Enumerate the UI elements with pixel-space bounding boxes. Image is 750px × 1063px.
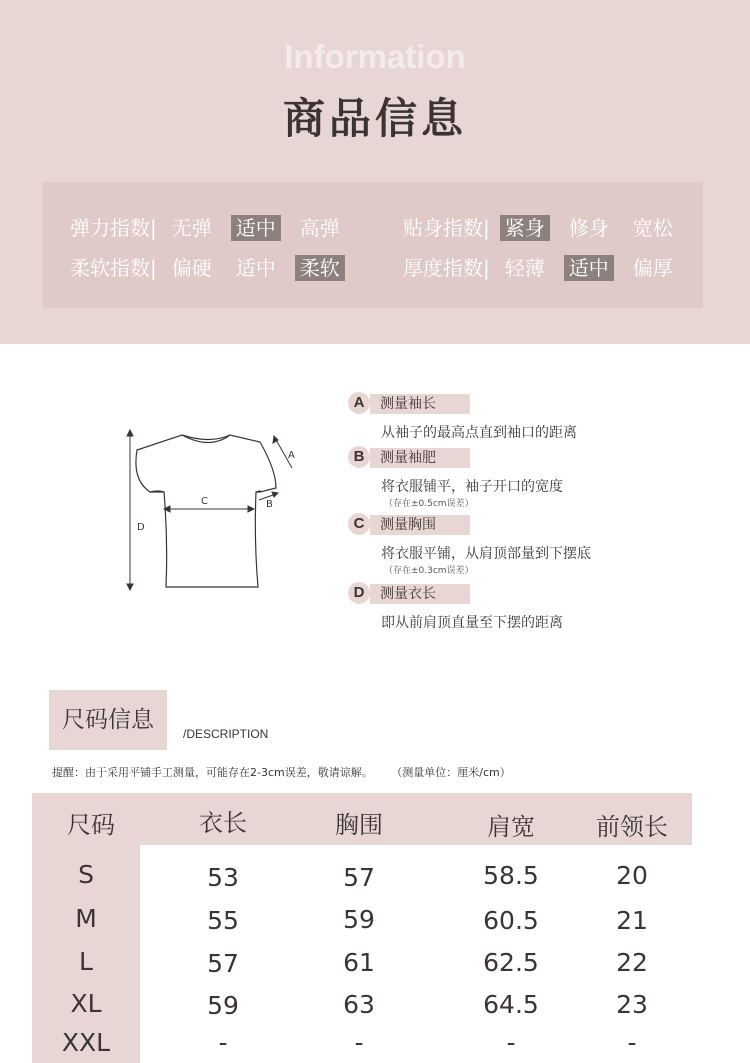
- table-row-label: XXL: [61, 1028, 111, 1057]
- legend-desc: 将衣服铺平，袖子开口的宽度: [381, 479, 563, 495]
- legend-desc: 从袖子的最高点直到袖口的距离: [381, 425, 577, 441]
- table-cell: 57: [343, 863, 375, 892]
- reminder-text: [52, 764, 511, 780]
- index-label: 弹力指数|: [70, 216, 157, 240]
- index-label: 贴身指数|: [403, 216, 490, 240]
- table-cell: 58.5: [483, 861, 539, 890]
- title-english: Information: [284, 38, 466, 75]
- option-thick: 偏厚: [632, 256, 673, 280]
- index-elasticity: [70, 215, 351, 241]
- badge-c: C: [348, 513, 370, 535]
- option-medium-selected: 适中: [231, 215, 281, 241]
- legend-note: （存在±0.3cm误差）: [384, 566, 474, 576]
- table-row-label: M: [75, 904, 97, 933]
- index-panel: [43, 182, 703, 308]
- tshirt-diagram: [120, 420, 320, 600]
- header-shoulder: 肩宽: [487, 813, 535, 841]
- table-cell: -: [627, 1028, 637, 1057]
- legend-note: （存在±0.5cm误差）: [384, 499, 474, 509]
- legend-desc: 即从前肩顶直量至下摆的距离: [381, 615, 563, 631]
- table-cell: -: [218, 1028, 228, 1057]
- table-cell: 57: [207, 949, 239, 978]
- measurement-legend: [348, 390, 648, 635]
- option-slim: 修身: [568, 216, 609, 240]
- title-chinese: 商品信息: [282, 94, 467, 143]
- header-chest: 胸围: [335, 811, 383, 839]
- label-c: C: [201, 496, 208, 507]
- header-size: 尺码: [67, 811, 115, 839]
- size-description-label: /DESCRIPTION: [183, 727, 269, 741]
- index-label: 柔软指数|: [70, 256, 157, 280]
- index-label: 厚度指数|: [403, 256, 490, 280]
- index-thickness: [403, 255, 684, 281]
- table-cell: 64.5: [483, 990, 539, 1019]
- badge-a: A: [348, 392, 370, 414]
- reminder-note: 提醒：由于采用平铺手工测量，可能存在2-3cm误差，敬请谅解。: [52, 766, 373, 779]
- table-cell: 21: [616, 906, 648, 935]
- size-info-tag: 尺码信息: [49, 690, 167, 750]
- option-none: 无弹: [171, 216, 212, 240]
- index-fit: [403, 215, 684, 241]
- option-stiff: 偏硬: [171, 256, 212, 280]
- label-d: D: [137, 522, 145, 533]
- header-collar: 前领长: [596, 813, 668, 841]
- table-cell: 59: [343, 905, 375, 934]
- index-softness: [70, 255, 351, 281]
- legend-title: 测量袖肥: [370, 448, 470, 468]
- table-cell: 62.5: [483, 948, 539, 977]
- option-soft-selected: 柔软: [295, 255, 345, 281]
- option-thin: 轻薄: [504, 256, 545, 280]
- header-length: 衣长: [199, 809, 247, 837]
- table-row-label: S: [78, 860, 94, 889]
- table-row-label: L: [79, 947, 93, 976]
- table-cell: 22: [616, 948, 648, 977]
- table-cell: 61: [343, 948, 375, 977]
- table-row-label: XL: [70, 989, 102, 1018]
- legend-title: 测量胸围: [370, 515, 470, 535]
- unit-note: （测量单位：厘米/cm）: [396, 766, 511, 779]
- table-cell: 55: [207, 906, 239, 935]
- option-medium-selected: 适中: [564, 255, 614, 281]
- table-cell: -: [354, 1028, 364, 1057]
- table-cell: 53: [207, 863, 239, 892]
- table-cell: 59: [207, 991, 239, 1020]
- table-cell: 60.5: [483, 906, 539, 935]
- table-cell: 23: [616, 990, 648, 1019]
- label-b: B: [266, 499, 273, 510]
- label-a: A: [288, 450, 295, 461]
- legend-desc: 将衣服平铺，从肩顶部量到下摆底: [381, 546, 591, 562]
- option-tight-selected: 紧身: [500, 215, 550, 241]
- table-cell: -: [506, 1028, 516, 1057]
- table-cell: 20: [616, 861, 648, 890]
- badge-d: D: [348, 582, 370, 604]
- option-high: 高弹: [299, 216, 340, 240]
- header-section: [0, 0, 750, 344]
- option-medium: 适中: [235, 256, 276, 280]
- option-loose: 宽松: [632, 216, 673, 240]
- legend-title: 测量衣长: [370, 584, 470, 604]
- table-cell: 63: [343, 990, 375, 1019]
- legend-title: 测量袖长: [370, 394, 470, 414]
- badge-b: B: [348, 446, 370, 468]
